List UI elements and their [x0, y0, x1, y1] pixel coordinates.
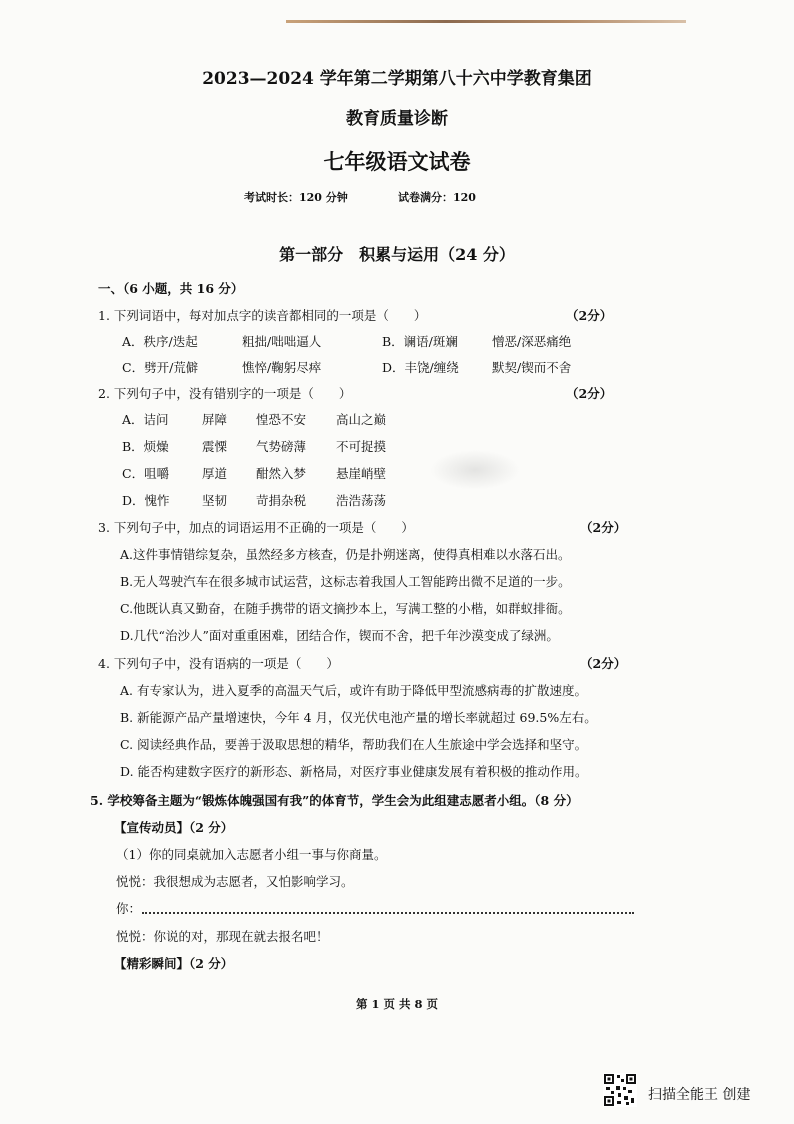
q1-option-d-word: 默契/锲而不舍 — [492, 360, 572, 375]
q3-score: （2分） — [580, 520, 627, 535]
q1-option-a-word: 粗拙/咄咄逼人 — [242, 334, 322, 349]
scan-speckle — [430, 450, 520, 490]
q2-option-d-1: D．愧怍 — [122, 493, 170, 508]
q4-option-c: C. 阅读经典作品，要善于汲取思想的精华，帮助我们在人生旅途中学会选择和坚守。 — [120, 737, 588, 752]
q5-stem: 5. 学校筹备主题为“锻炼体魄强国有我”的体育节，学生会为此组建志愿者小组。（8 分） — [90, 793, 579, 808]
page-number: 第 1 页 共 8 页 — [355, 997, 439, 1011]
q1-option-c-word: 憔悴/鞠躬尽瘁 — [242, 360, 322, 375]
q2-option-b-4: 不可捉摸 — [336, 439, 387, 454]
q5-sub2-title: 【精彩瞬间】（2 分） — [114, 956, 234, 971]
q1-stem: 1. 下列词语中，每对加点字的读音都相同的一项是（ ） — [98, 308, 427, 323]
q2-option-c-1: C．咀嚼 — [122, 466, 170, 481]
q3-stem: 3. 下列句子中，加点的词语运用不正确的一项是（ ） — [98, 520, 414, 535]
q3-option-a: A.这件事情错综复杂，虽然经多方核查，仍是扑朔迷离，使得真相难以水落石出。 — [120, 547, 571, 562]
exam-title-line3: 七年级语文试卷 — [323, 149, 471, 174]
q4-option-b: B. 新能源产品产量增速快，今年 4 月，仅光伏电池产量的增长率就超过 69.5%左右。 — [120, 710, 597, 725]
q5-sub1-title: 【宣传动员】（2 分） — [114, 820, 234, 835]
scan-top-edge — [286, 20, 686, 23]
scanner-watermark: 扫描全能王 创建 — [648, 1087, 751, 1103]
exam-time: 考试时长：120 分钟 — [244, 191, 348, 204]
q2-option-d-3: 苛捐杂税 — [256, 493, 307, 508]
exam-title-line2: 教育质量诊断 — [346, 109, 448, 129]
q5-sub1-question: （1）你的同桌就加入志愿者小组一事与你商量。 — [116, 847, 387, 862]
q2-option-d-4: 浩浩荡荡 — [336, 493, 387, 508]
full-score: 试卷满分：120 — [398, 191, 476, 204]
q2-option-c-4: 悬崖峭壁 — [336, 466, 387, 481]
q1-option-a: A．秩序/迭起 — [122, 334, 198, 349]
q3-option-b: B.无人驾驶汽车在很多城市试运营，这标志着我国人工智能跨出微不足道的一步。 — [120, 574, 571, 589]
q1-option-c: C．劈开/荒僻 — [122, 360, 199, 375]
q4-option-d: D. 能否构建数字医疗的新形态、新格局，对医疗事业健康发展有着积极的推动作用。 — [120, 764, 588, 779]
q2-option-c-2: 厚道 — [202, 466, 228, 481]
q4-stem: 4. 下列句子中，没有语病的一项是（ ） — [98, 656, 339, 671]
section1-title: 一、（6 小题，共 16 分） — [98, 281, 244, 296]
q2-option-b-3: 气势磅薄 — [256, 439, 307, 454]
qr-code-icon — [603, 1073, 637, 1107]
q2-option-a-4: 高山之巅 — [336, 412, 387, 427]
q2-option-b-1: B．烦燥 — [122, 439, 169, 454]
q1-option-b-word: 憎恶/深恶痛绝 — [492, 334, 572, 349]
q2-option-d-2: 坚韧 — [202, 493, 228, 508]
q2-option-a-3: 惶恐不安 — [256, 412, 307, 427]
q2-option-b-2: 震慄 — [202, 439, 228, 454]
q2-score: （2分） — [566, 386, 613, 401]
q4-score: （2分） — [580, 656, 627, 671]
q1-option-b: B．谰语/斑斓 — [382, 334, 458, 349]
exam-title-line1: 2023—2024 学年第二学期第八十六中学教育集团 — [202, 69, 592, 89]
q3-option-d: D.几代“治沙人”面对重重困难，团结合作，锲而不舍，把千年沙漠变成了绿洲。 — [120, 628, 559, 643]
q1-score: （2分） — [566, 308, 613, 323]
q5-dialogue-yueyue-2: 悦悦：你说的对，那现在就去报名吧！ — [116, 929, 329, 944]
q2-option-a-1: A．诘问 — [122, 412, 169, 427]
q3-option-c: C.他既认真又勤奋，在随手携带的语文摘抄本上，写满工整的小楷，如群蚁排衙。 — [120, 601, 571, 616]
q2-option-c-3: 酣然入梦 — [256, 466, 307, 481]
q4-option-a: A. 有专家认为，进入夏季的高温天气后，或许有助于降低甲型流感病毒的扩散速度。 — [120, 683, 587, 698]
q5-dialogue-you: 你： — [116, 901, 142, 916]
answer-line[interactable] — [142, 912, 634, 914]
q2-stem: 2. 下列句子中，没有错别字的一项是（ ） — [98, 386, 352, 401]
part1-title: 第一部分 积累与运用（24 分） — [279, 245, 515, 264]
q5-dialogue-yueyue-1: 悦悦：我很想成为志愿者，又怕影响学习。 — [116, 874, 354, 889]
q2-option-a-2: 屏障 — [202, 412, 228, 427]
q1-option-d: D．丰饶/缠绕 — [382, 360, 459, 375]
